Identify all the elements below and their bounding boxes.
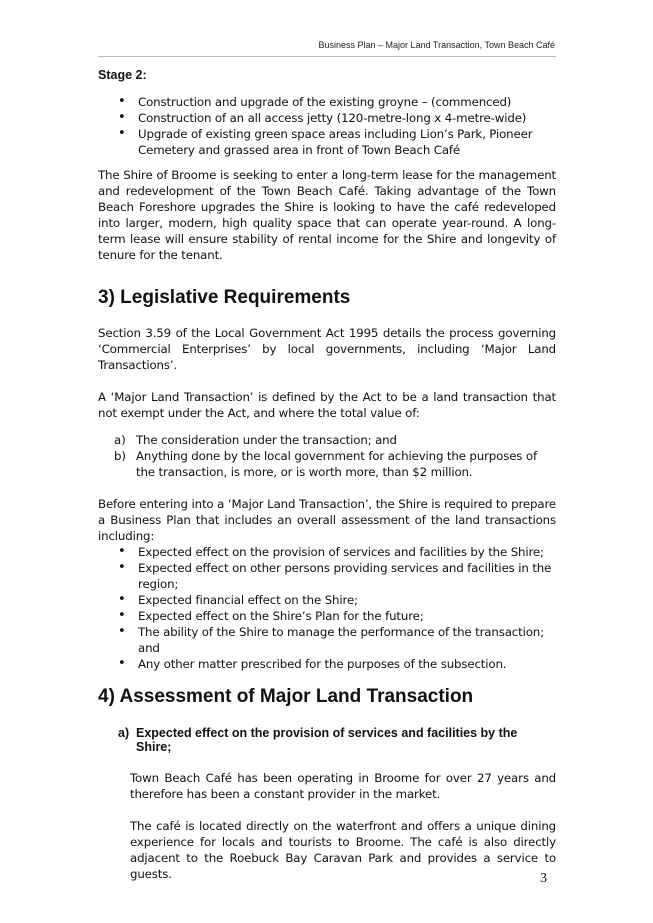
list-marker: a) — [114, 433, 126, 447]
list-item: • Expected effect on the Shire’s Plan for the future; — [138, 608, 556, 624]
section4-heading: 4) Assessment of Major Land Transaction — [98, 686, 474, 707]
list-item: • Upgrade of existing green space areas including Lion’s Park, Pioneer Cemetery and grassed area in front of Town Beach Café — [138, 126, 556, 158]
section3-para3: Before entering into a ‘Major Land Transaction’, the Shire is required to prepare a Business Plan that includes an overall assessment of the land transactions including: — [98, 497, 556, 543]
subheading-text: Expected effect on the provision of services and facilities by the Shire; — [136, 726, 518, 754]
section4-para1: Town Beach Café has been operating in Broome for over 27 years and therefore has been a constant provider in the market. — [130, 771, 556, 801]
section4-subheading — [98, 726, 556, 754]
subheading-marker: a) — [118, 726, 130, 740]
list-item: • Expected financial effect on the Shire; — [138, 592, 556, 608]
stage2-bullet-list — [98, 94, 556, 158]
header-rule — [98, 56, 556, 57]
list-item — [114, 448, 556, 480]
list-item: • Expected effect on the provision of services and facilities by the Shire; — [138, 544, 556, 560]
section3-para2: A ‘Major Land Transaction’ is defined by the Act to be a land transaction that not exempt under the Act, and where the total value of: — [98, 390, 556, 420]
page-content — [98, 68, 556, 882]
section4-body — [98, 770, 556, 882]
section3-alpha-list — [98, 432, 556, 480]
stage2-title: Stage 2: — [98, 68, 147, 82]
section4-para2: The café is located directly on the waterfront and offers a unique dining experience for locals and tourists to Broome. The café is also directly adjacent to the Roebuck Bay Caravan Park and provides a service to guests. — [130, 819, 556, 881]
list-item: • Any other matter prescribed for the purposes of the subsection. — [138, 656, 556, 672]
list-item: • The ability of the Shire to manage the performance of the transaction; and — [138, 624, 556, 656]
list-item: • Expected effect on other persons providing services and facilities in the region; — [138, 560, 556, 592]
list-item — [114, 432, 556, 448]
list-marker: b) — [114, 449, 126, 463]
list-item: • Construction and upgrade of the existing groyne – (commenced) — [138, 94, 556, 110]
list-item-text: The consideration under the transaction; and — [136, 433, 397, 447]
stage2-paragraph: The Shire of Broome is seeking to enter a long-term lease for the management and redevelopment of the Town Beach Café. Taking advantage of the Town Beach Foreshore upgrades the Shire is looking to have the café redeveloped into larger, modern, high quality space that can operate year-round. A long-term lease will ensure stability of rental income for the Shire and longevity of tenure for the tenant. — [98, 168, 556, 262]
list-item-text: Anything done by the local government for achieving the purposes of the transaction, is more, or is worth more, than $2 million. — [136, 449, 537, 479]
list-item: • Construction of an all access jetty (120-metre-long x 4-metre-wide) — [138, 110, 556, 126]
running-header: Business Plan – Major Land Transaction, Town Beach Café — [318, 40, 555, 50]
section3-para1: Section 3.59 of the Local Government Act 1995 details the process governing ‘Commercial Enterprises’ by local governments, including ‘Major Land Transactions’. — [98, 326, 556, 372]
section3-heading: 3) Legislative Requirements — [98, 287, 351, 308]
page-number: 3 — [540, 871, 547, 886]
section3-bullet-list — [98, 544, 556, 672]
